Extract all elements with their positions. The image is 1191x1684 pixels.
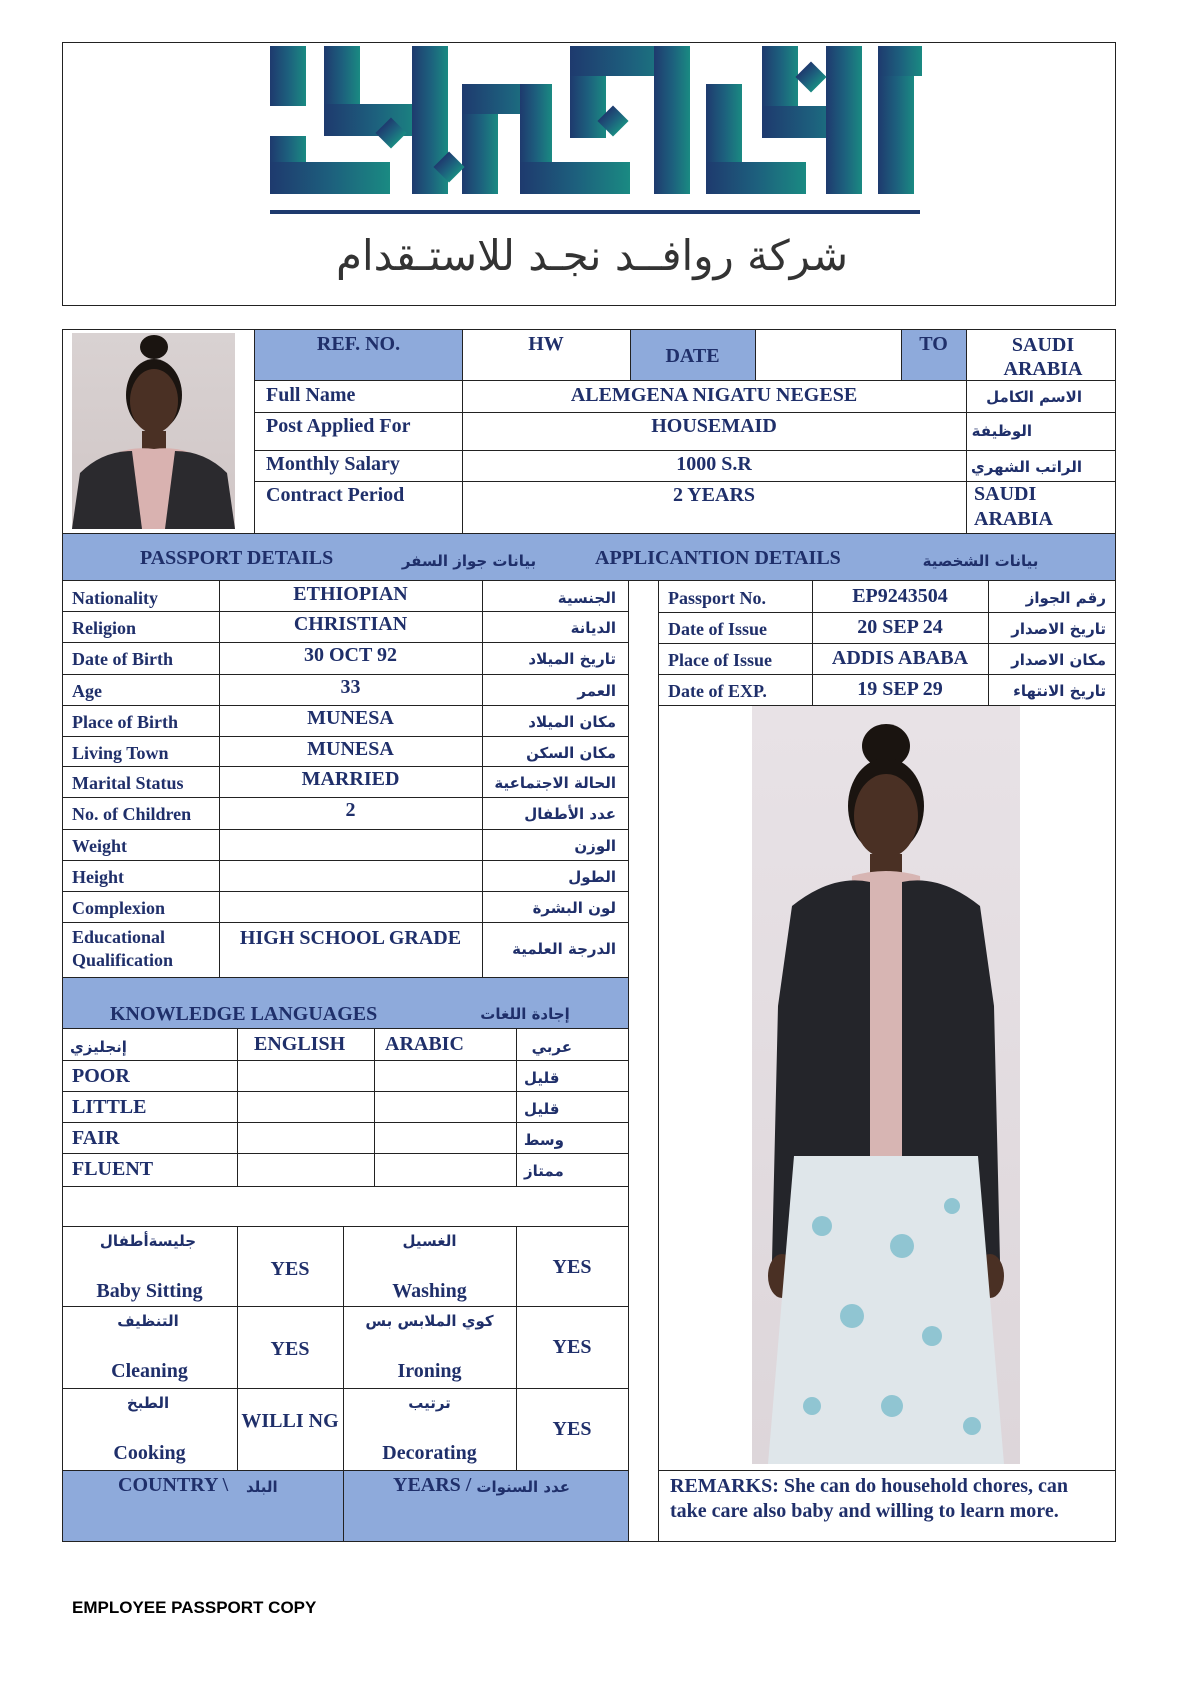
skill-label: Washing [392,1280,467,1302]
personal-label-ar: مكان السكن [526,744,616,762]
skill-value: YES [552,1256,592,1278]
experience-country-ar: البلد [246,1478,278,1496]
row-divider [62,1153,628,1154]
skill-label: Baby Sitting [96,1280,203,1302]
experience-country-label: COUNTRY \ [118,1474,229,1496]
language-level-ar: وسط [523,1131,564,1149]
passport-label-ar: تاريخ الانتهاء [1013,682,1106,700]
row-divider [62,797,628,798]
info-post-label: Post Applied For [266,415,411,437]
row-divider [62,766,628,767]
row-divider [62,642,628,643]
applicant-photo-full [752,706,1020,1464]
row-divider [62,860,628,861]
skill-value: YES [270,1338,310,1360]
row-divider [62,829,628,830]
row-divider [62,1306,628,1307]
to-value: SAUDI ARABIA [1003,334,1083,380]
languages-title: KNOWLEDGE LANGUAGES [110,1003,378,1025]
personal-label-ar: الديانة [570,619,616,637]
skill-ar: الطبخ [126,1394,170,1412]
passport-value: ADDIS ABABA [831,647,969,669]
skill-ar: جليسةأطفال [99,1232,197,1250]
footer-label: EMPLOYEE PASSPORT COPY [72,1598,317,1617]
company-logo [262,44,922,220]
passport-value: EP9243504 [852,585,948,607]
personal-label-ar: لون البشرة [532,899,616,917]
personal-label: Date of Birth [72,649,173,669]
passport-label: Place of Issue [668,650,772,670]
company-name-ar: شركة روافــد نجـد للاستـقدام [335,231,849,280]
passport-label: Date of Issue [668,619,767,639]
language-level-label: FLUENT [72,1158,154,1180]
info-post-value: HOUSEMAID [651,415,777,437]
passport-label: Date of EXP. [668,681,767,701]
passport-label: Passport No. [668,588,766,608]
info-salary-label: Monthly Salary [266,453,400,475]
personal-label-ar: العمر [577,682,616,700]
passport-details-header: PASSPORT DETAILS [140,547,334,569]
personal-label-ar: الطول [568,868,616,886]
personal-label: Educational Qualification [72,927,174,970]
lang-english-ar: إنجليزي [70,1038,127,1056]
personal-label: No. of Children [72,804,192,824]
applicant-photo-small [72,333,235,529]
row-divider [62,705,628,706]
info-salary-ar: الراتب الشهري [971,458,1082,476]
row-divider [62,922,628,923]
row-divider [62,891,628,892]
skill-ar: الغسيل [402,1232,457,1250]
personal-label-ar: الجنسية [557,589,616,607]
ref-no-value: HW [528,333,564,355]
experience-years-label: YEARS / [393,1474,472,1496]
personal-label: Weight [72,836,128,856]
passport-label-ar: رقم الجواز [1025,589,1106,607]
row-divider [62,674,628,675]
date-label: DATE [665,345,720,367]
personal-value: 2 [345,799,356,821]
skill-value: YES [552,1418,592,1440]
language-level-ar: ممتاز [524,1162,564,1180]
personal-label: Age [72,681,102,701]
skill-ar: ترتيب [408,1394,451,1412]
row-divider [62,611,628,612]
personal-label-ar: تاريخ الميلاد [528,650,616,668]
personal-value: MARRIED [301,768,400,790]
application-details-header: APPLICANTION DETAILS [595,547,841,569]
personal-label: Nationality [72,588,159,608]
info-salary-value: 1000 S.R [676,453,752,475]
skill-value: YES [552,1336,592,1358]
skill-value: YES [270,1258,310,1280]
to-label: TO [919,333,948,355]
language-level-label: LITTLE [72,1096,147,1118]
personal-value: MUNESA [307,738,394,760]
personal-value: 33 [340,676,361,698]
ref-no-label: REF. NO. [316,333,401,355]
row-divider [62,1091,628,1092]
skill-value: WILLI NG [241,1410,339,1432]
personal-value: 30 OCT 92 [304,644,397,666]
info-contract-extra: SAUDI ARABIA [974,483,1053,530]
info-full-name-label: Full Name [266,384,356,406]
personal-label-ar: عدد الأطفال [524,805,616,823]
language-level-ar: قليل [524,1069,560,1087]
personal-label: Marital Status [72,773,184,793]
row-divider [658,612,1116,613]
passport-label-ar: مكان الاصدار [1011,651,1106,669]
personal-value: MUNESA [307,707,394,729]
remarks: REMARKS: She can do household chores, can take care also baby and willing to learn more. [670,1475,1069,1522]
languages-title-ar: إجادة اللغات [480,1005,570,1023]
row-divider [62,736,628,737]
row-divider [658,674,1116,675]
personal-value: CHRISTIAN [293,613,408,635]
personal-label: Complexion [72,898,166,918]
info-full-name-value: ALEMGENA NIGATU NEGESE [570,384,858,406]
skill-label: Cleaning [111,1360,188,1382]
row-divider [62,1122,628,1123]
personal-label-ar: الحالة الاجتماعية [494,774,616,792]
lang-arabic-ar: عربي [531,1038,572,1056]
info-contract-value: 2 YEARS [672,484,756,506]
language-level-label: POOR [72,1065,130,1087]
passport-details-header-ar: بيانات جواز السفر [401,552,537,570]
skill-label: Ironing [397,1360,462,1382]
lang-english-header: ENGLISH [254,1033,346,1055]
lang-arabic-header: ARABIC [385,1033,464,1055]
skill-label: Decorating [382,1442,477,1464]
row-divider [62,1388,628,1389]
application-details-header-ar: بيانات الشخصية [922,552,1039,570]
row-divider [658,643,1116,644]
passport-value: 20 SEP 24 [857,616,943,638]
personal-value: ETHIOPIAN [293,583,408,605]
skill-ar: التنظيف [117,1312,179,1330]
personal-label: Place of Birth [72,712,178,732]
info-post-ar: الوظيفة [971,422,1032,440]
language-level-ar: قليل [524,1100,560,1118]
personal-label-ar: الدرجة العلمية [512,940,616,958]
personal-label: Living Town [72,743,169,763]
personal-label: Religion [72,618,137,638]
personal-label-ar: مكان الميلاد [528,713,616,731]
personal-value: HIGH SCHOOL GRADE [239,927,462,949]
passport-value: 19 SEP 29 [857,678,943,700]
info-full-name-ar: الاسم الكامل [986,388,1082,406]
personal-label: Height [72,867,124,887]
passport-label-ar: تاريخ الاصدار [1011,620,1106,638]
info-contract-label: Contract Period [266,484,405,506]
personal-label-ar: الوزن [574,837,616,855]
skill-ar: كوي الملابس بس [365,1312,494,1330]
experience-years-ar: عدد السنوات [476,1478,570,1496]
skill-label: Cooking [113,1442,186,1464]
language-level-label: FAIR [72,1127,120,1149]
